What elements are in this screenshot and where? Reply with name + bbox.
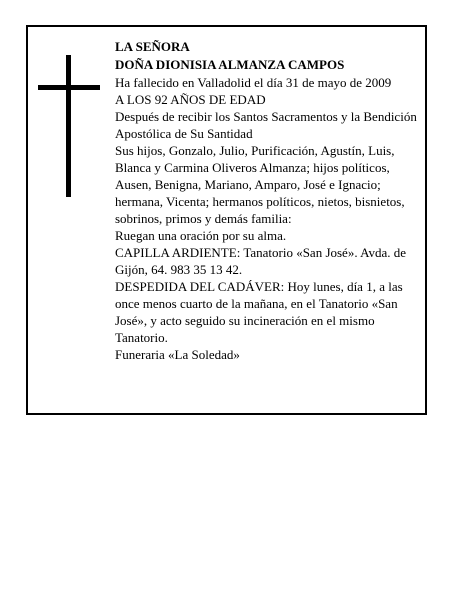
obituary-notice (26, 25, 427, 415)
cross-icon (38, 55, 102, 197)
farewell-text: DESPEDIDA DEL CADÁVER: Hoy lunes, día 1, a las once menos cuarto de la mañana, en el Tanatorio «San José», y acto seguido su incineración en el mismo Tanatorio. (115, 279, 403, 345)
cross-vertical-bar (66, 55, 71, 197)
family-text: Sus hijos, Gonzalo, Julio, Purificación, Agustín, Luis, Blanca y Carmina Oliveros Almanza; hijos políticos, Ausen, Benigna, Mariano, Amparo, José e Ignacio; hermana, Vicenta; hermanos políticos, nietos, bisnietos, sobrinos, primos y demás familia: (115, 143, 405, 226)
chapel-text: CAPILLA ARDIENTE: Tanatorio «San José». Avda. de Gijón, 64. 983 35 13 42. (115, 245, 407, 277)
prayer-text: Ruegan una oración por su alma. (115, 228, 287, 243)
notice-text (115, 38, 427, 363)
sacraments-text: Después de recibir los Santos Sacramentos y la Bendición Apostólica de Su Santidad (115, 109, 417, 141)
death-line: Ha fallecido en Valladolid el día 31 de mayo de 2009 (115, 75, 392, 90)
cross-horizontal-bar (38, 85, 100, 90)
notice-title: LA SEÑORA (115, 39, 190, 54)
age-line: A LOS 92 AÑOS DE EDAD (115, 92, 266, 107)
funeral-home-text: Funeraria «La Soledad» (115, 347, 240, 362)
deceased-name: DOÑA DIONISIA ALMANZA CAMPOS (115, 57, 345, 72)
